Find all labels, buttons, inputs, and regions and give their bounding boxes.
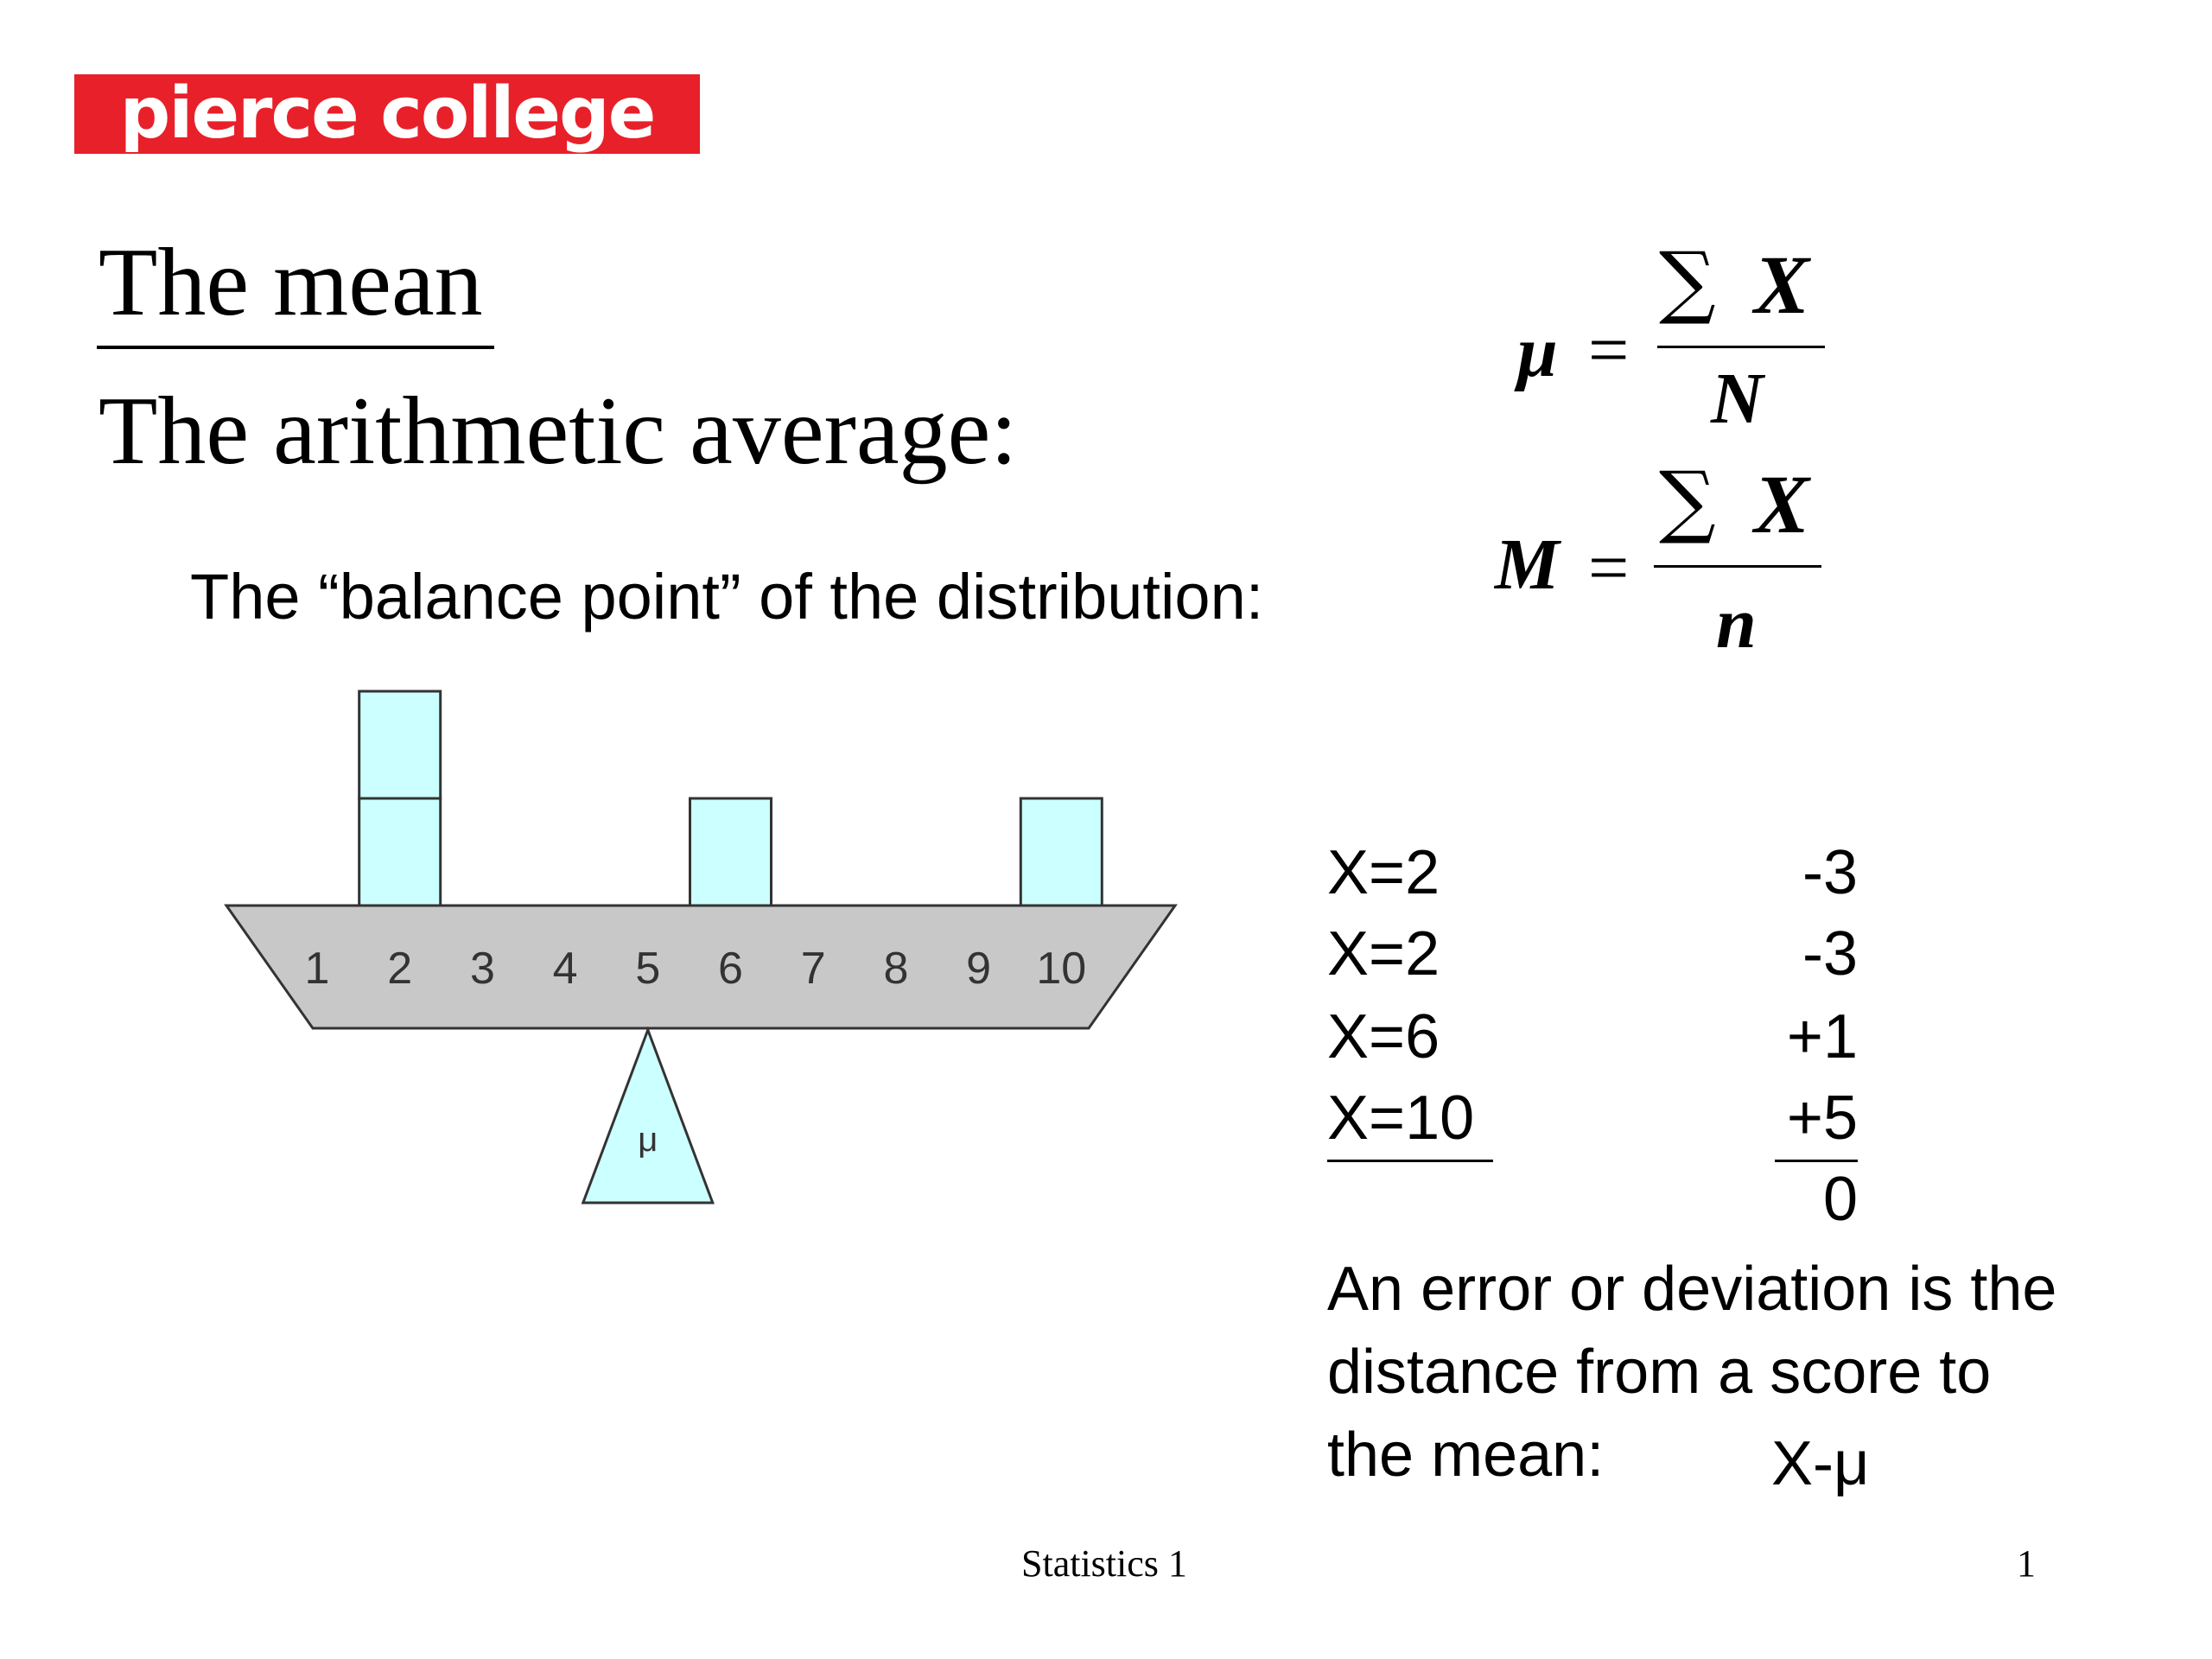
formula-denominator-n: N bbox=[1711, 359, 1764, 439]
logo-text: pierce college bbox=[119, 73, 655, 155]
explanation-line-text: the mean: bbox=[1327, 1421, 1605, 1490]
title-underline bbox=[97, 346, 494, 349]
explanation-line: distance from a score to bbox=[1327, 1338, 1992, 1407]
fraction-bar bbox=[1657, 346, 1825, 348]
score-cell: X=6 bbox=[1327, 1002, 1440, 1071]
formula-denominator-n: n bbox=[1716, 583, 1757, 664]
explanation-line bbox=[1327, 1414, 2191, 1497]
deviation-column-underline bbox=[1775, 1160, 1858, 1162]
deviation-cell: +5 bbox=[1786, 1084, 1858, 1153]
scale-label: 8 bbox=[883, 944, 909, 994]
balance-caption: The “balance point” of the distribution: bbox=[190, 561, 1264, 632]
fraction-bar bbox=[1654, 565, 1821, 568]
score-cell: X=10 bbox=[1327, 1084, 1475, 1153]
score-column-underline bbox=[1327, 1160, 1493, 1162]
score-cell: X=2 bbox=[1327, 838, 1440, 907]
scale-label: 7 bbox=[800, 944, 826, 994]
scale-label: 1 bbox=[304, 944, 330, 994]
deviation-cell: -3 bbox=[1802, 838, 1858, 907]
fulcrum-triangle bbox=[583, 1030, 713, 1203]
score-block bbox=[1020, 798, 1102, 906]
scale-label: 6 bbox=[718, 944, 743, 994]
explanation-line: An error or deviation is the bbox=[1327, 1255, 2057, 1324]
deviation-total: 0 bbox=[1822, 1165, 1858, 1234]
footer-course: Statistics 1 bbox=[1021, 1542, 1187, 1585]
college-logo bbox=[74, 74, 700, 154]
sigma-symbol: ∑ bbox=[1659, 235, 1716, 327]
formula-lhs-mu: μ bbox=[1517, 312, 1558, 392]
score-block bbox=[359, 798, 441, 906]
score-cell: X=2 bbox=[1327, 919, 1440, 988]
slide-title: The mean bbox=[99, 229, 483, 336]
score-block bbox=[690, 798, 772, 906]
formula-equals: = bbox=[1588, 528, 1630, 608]
slide-subtitle: The arithmetic average: bbox=[99, 378, 1018, 485]
formula-lhs-m: M bbox=[1495, 524, 1560, 605]
scale-label: 3 bbox=[469, 944, 495, 994]
deviation-cell: -3 bbox=[1802, 919, 1858, 988]
scale-label: 4 bbox=[552, 944, 578, 994]
scale-beam bbox=[226, 906, 1175, 1028]
balance-scale-diagram bbox=[207, 657, 1210, 1210]
formula-numerator-x: X bbox=[1754, 458, 1810, 550]
scale-label: 2 bbox=[387, 944, 413, 994]
page-number: 1 bbox=[2017, 1542, 2036, 1585]
score-block bbox=[359, 691, 441, 798]
sigma-symbol: ∑ bbox=[1659, 454, 1716, 547]
blocks-layer bbox=[359, 691, 1103, 906]
scale-label: 9 bbox=[966, 944, 992, 994]
formula-equals: = bbox=[1588, 310, 1630, 391]
formula-numerator-x: X bbox=[1754, 238, 1810, 331]
fulcrum-label: μ bbox=[638, 1121, 658, 1159]
scale-label: 5 bbox=[635, 944, 661, 994]
deviation-cell: +1 bbox=[1786, 1002, 1858, 1071]
deviation-formula: X-μ bbox=[1771, 1429, 1870, 1498]
scale-label: 10 bbox=[1036, 944, 1087, 994]
deviation-explanation bbox=[1327, 1248, 2191, 1497]
